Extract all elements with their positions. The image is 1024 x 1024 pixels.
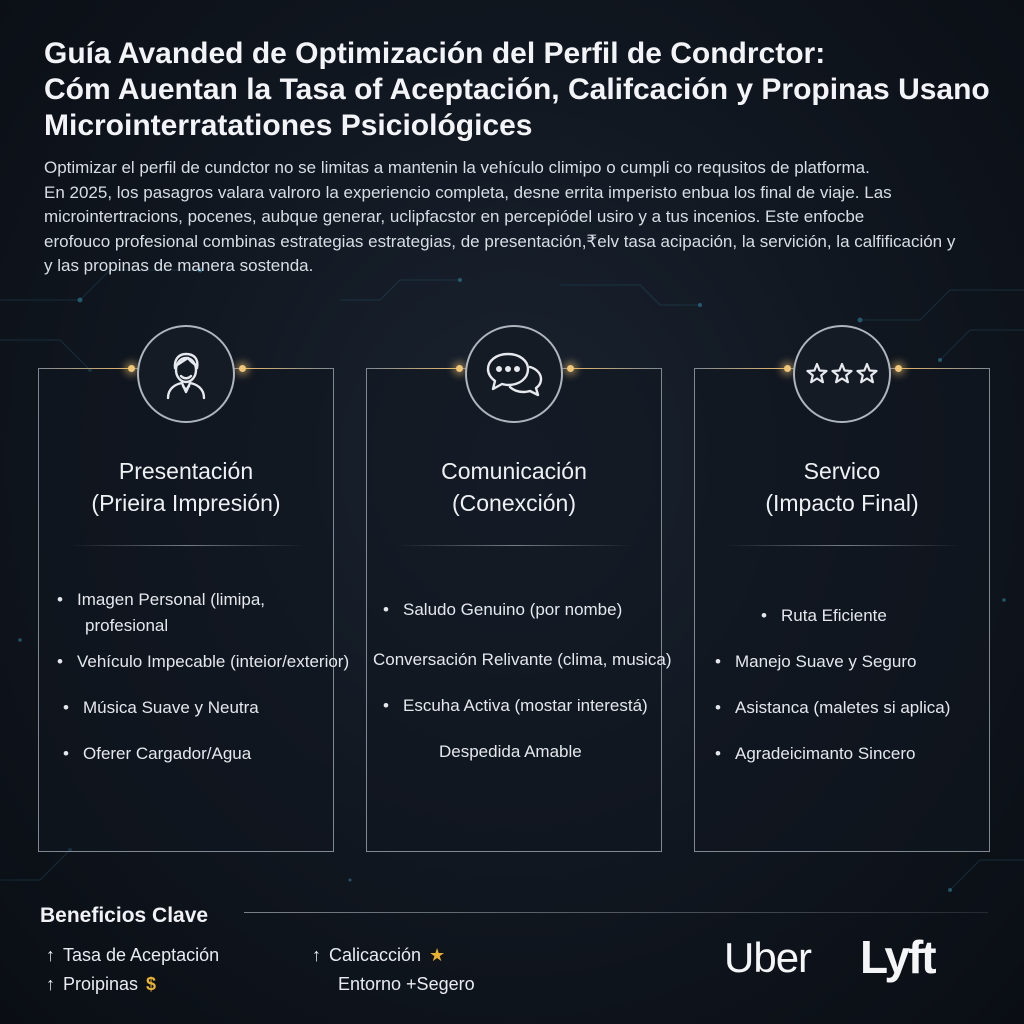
uber-logo: Uber	[724, 934, 812, 981]
list-item: Conversación Relivante (clima, musica)	[373, 650, 672, 669]
list-item: • Oferer Cargador/Agua	[63, 744, 252, 763]
card-title-main: Comunicación	[441, 458, 587, 484]
card-title-main: Presentación	[118, 458, 254, 484]
star-icon: ★	[429, 945, 446, 965]
up-arrow-icon: ↑	[312, 945, 321, 965]
up-arrow-icon: ↑	[46, 945, 55, 965]
list-item: profesional	[85, 616, 169, 635]
benefit-item: ↑ Calicacción ★	[312, 945, 446, 965]
list-item: • Vehículo Impecable (inteior/exterior)	[57, 652, 350, 671]
card-presentacion	[38, 368, 350, 852]
list-item: • Agradeicimanto Sincero	[715, 744, 916, 763]
card-title-sub: (Conexción)	[452, 490, 576, 516]
card-title-sub: (Prieira Impresión)	[91, 490, 281, 516]
page-title	[44, 36, 1004, 144]
benefit-item: ↑ Proipinas $	[46, 974, 157, 994]
benefits-title: Beneficios Clave	[40, 904, 209, 927]
title-line-1: Guía Avanded de Optimización del Perfil de Condrctor:	[44, 37, 826, 70]
card-servicio	[694, 368, 990, 852]
lyft-logo: Lyft	[860, 931, 935, 983]
bullet-list	[39, 369, 350, 851]
intro-line-2: En 2025, los pasagros valara valroro la experiencio completa, desne errita imperisto enbua los final de viaje. Las	[44, 182, 892, 202]
bullet-list	[367, 369, 672, 851]
list-item: • Saludo Genuino (por nombe)	[383, 600, 623, 619]
list-item: • Imagen Personal (limipa,	[57, 590, 266, 609]
list-item: • Escuha Activa (mostar interestá)	[383, 696, 648, 715]
bullet-list	[695, 369, 989, 851]
benefits-divider	[244, 912, 988, 913]
intro-line-1: Optimizar el perfil de cundctor no se limitas a mantenin la vehículo climipo o cumpli co requsitos de platforma.	[44, 158, 870, 177]
list-item: • Música Suave y Neutra	[63, 698, 259, 717]
card-title-sub: (Impacto Final)	[765, 490, 919, 516]
title-line-3: Microinterratationes Psiciológices	[44, 109, 533, 142]
intro-line-5: y las propinas de manera sostenda.	[44, 256, 314, 275]
benefit-item: ↑ Tasa de Aceptación	[46, 945, 220, 965]
list-item: • Asistanca (maletes si aplica)	[715, 698, 951, 717]
list-item: • Ruta Eficiente	[761, 606, 887, 625]
intro-line-3: microintertracions, pocenes, aubque generar, uclipfacstor en percepiódel usiro y a tus incenios. Este enfocbe	[44, 207, 865, 226]
title-line-2: Cóm Auentan la Tasa of Aceptación, Califcación y Propinas Usano	[44, 73, 990, 106]
intro-paragraph	[44, 156, 1004, 279]
intro-line-4: erofouco profesional combinas estrategias estrategias, de presentación,₹elv tasa acipación, la servición, la calfificación y	[44, 231, 956, 251]
dollar-icon: $	[146, 974, 157, 994]
list-item: Despedida Amable	[439, 742, 582, 761]
list-item: • Manejo Suave y Seguro	[715, 652, 917, 671]
benefit-item: Entorno +Segero	[338, 974, 475, 994]
card-title-main: Servico	[803, 458, 881, 484]
card-comunicacion	[366, 368, 672, 852]
up-arrow-icon: ↑	[46, 974, 55, 994]
